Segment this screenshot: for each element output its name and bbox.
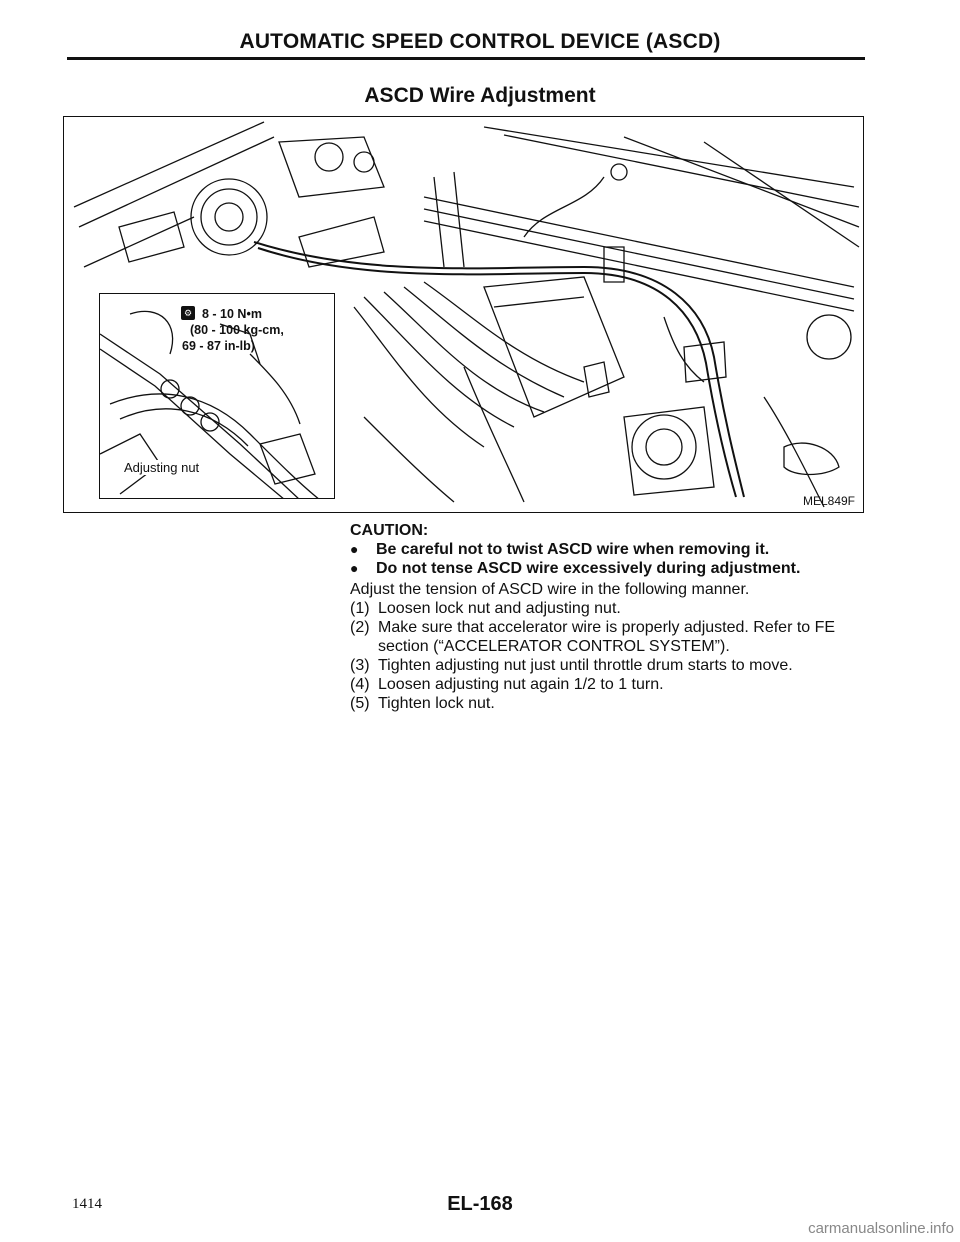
step-number: (5) bbox=[350, 695, 370, 712]
caution-bullet bbox=[350, 540, 870, 559]
step-number: (1) bbox=[350, 600, 370, 617]
step bbox=[350, 599, 870, 618]
bullet-icon: ● bbox=[350, 560, 359, 576]
figure-code: MEL849F bbox=[802, 494, 855, 508]
ascd-actuator bbox=[191, 179, 267, 255]
step-text: Tighten lock nut. bbox=[378, 695, 495, 712]
engine-figure bbox=[63, 116, 864, 513]
header-title: AUTOMATIC SPEED CONTROL DEVICE (ASCD) bbox=[239, 30, 721, 53]
step bbox=[350, 694, 870, 713]
step-number: (3) bbox=[350, 657, 370, 674]
step bbox=[350, 618, 870, 656]
step-number: (4) bbox=[350, 676, 370, 693]
header-rule bbox=[67, 57, 865, 60]
step bbox=[350, 675, 870, 694]
step bbox=[350, 656, 870, 675]
step-number: (2) bbox=[350, 619, 370, 636]
book-page-number: 1414 bbox=[72, 1196, 102, 1212]
torque-wrench-icon: ⚙ bbox=[181, 306, 195, 320]
torque-spec bbox=[182, 306, 284, 354]
torque-line-2: (80 - 100 kg-cm, bbox=[190, 323, 284, 337]
watermark: carmanualsonline.info bbox=[808, 1220, 954, 1237]
section-title: ASCD Wire Adjustment bbox=[364, 84, 596, 107]
page-number: EL-168 bbox=[447, 1193, 513, 1215]
throttle-drum bbox=[632, 415, 696, 479]
adjusting-nut-label: Adjusting nut bbox=[124, 460, 200, 475]
torque-line-1: 8 - 10 N•m bbox=[202, 307, 262, 321]
bullet-icon: ● bbox=[350, 541, 359, 557]
step-text: Tighten adjusting nut just until throttle drum starts to move. bbox=[378, 657, 793, 674]
inset-panel bbox=[99, 293, 335, 499]
caution-bullet-text: Be careful not to twist ASCD wire when removing it. bbox=[376, 541, 770, 558]
hood-line bbox=[484, 127, 854, 187]
caution-bullet bbox=[350, 559, 870, 578]
caution-heading: CAUTION: bbox=[350, 522, 429, 539]
instructions-intro: Adjust the tension of ASCD wire in the following manner. bbox=[350, 581, 750, 598]
caution-bullet-text: Do not tense ASCD wire excessively during adjustment. bbox=[376, 560, 801, 577]
step-text: Loosen adjusting nut again 1/2 to 1 turn. bbox=[378, 676, 664, 693]
step-text: Make sure that accelerator wire is properly adjusted. Refer to FE section (“ACCELERATOR CONTROL SYSTEM”). bbox=[378, 619, 836, 655]
step-text: Loosen lock nut and adjusting nut. bbox=[378, 600, 621, 617]
torque-line-3: 69 - 87 in-lb) bbox=[182, 339, 255, 353]
body-text bbox=[350, 521, 870, 713]
